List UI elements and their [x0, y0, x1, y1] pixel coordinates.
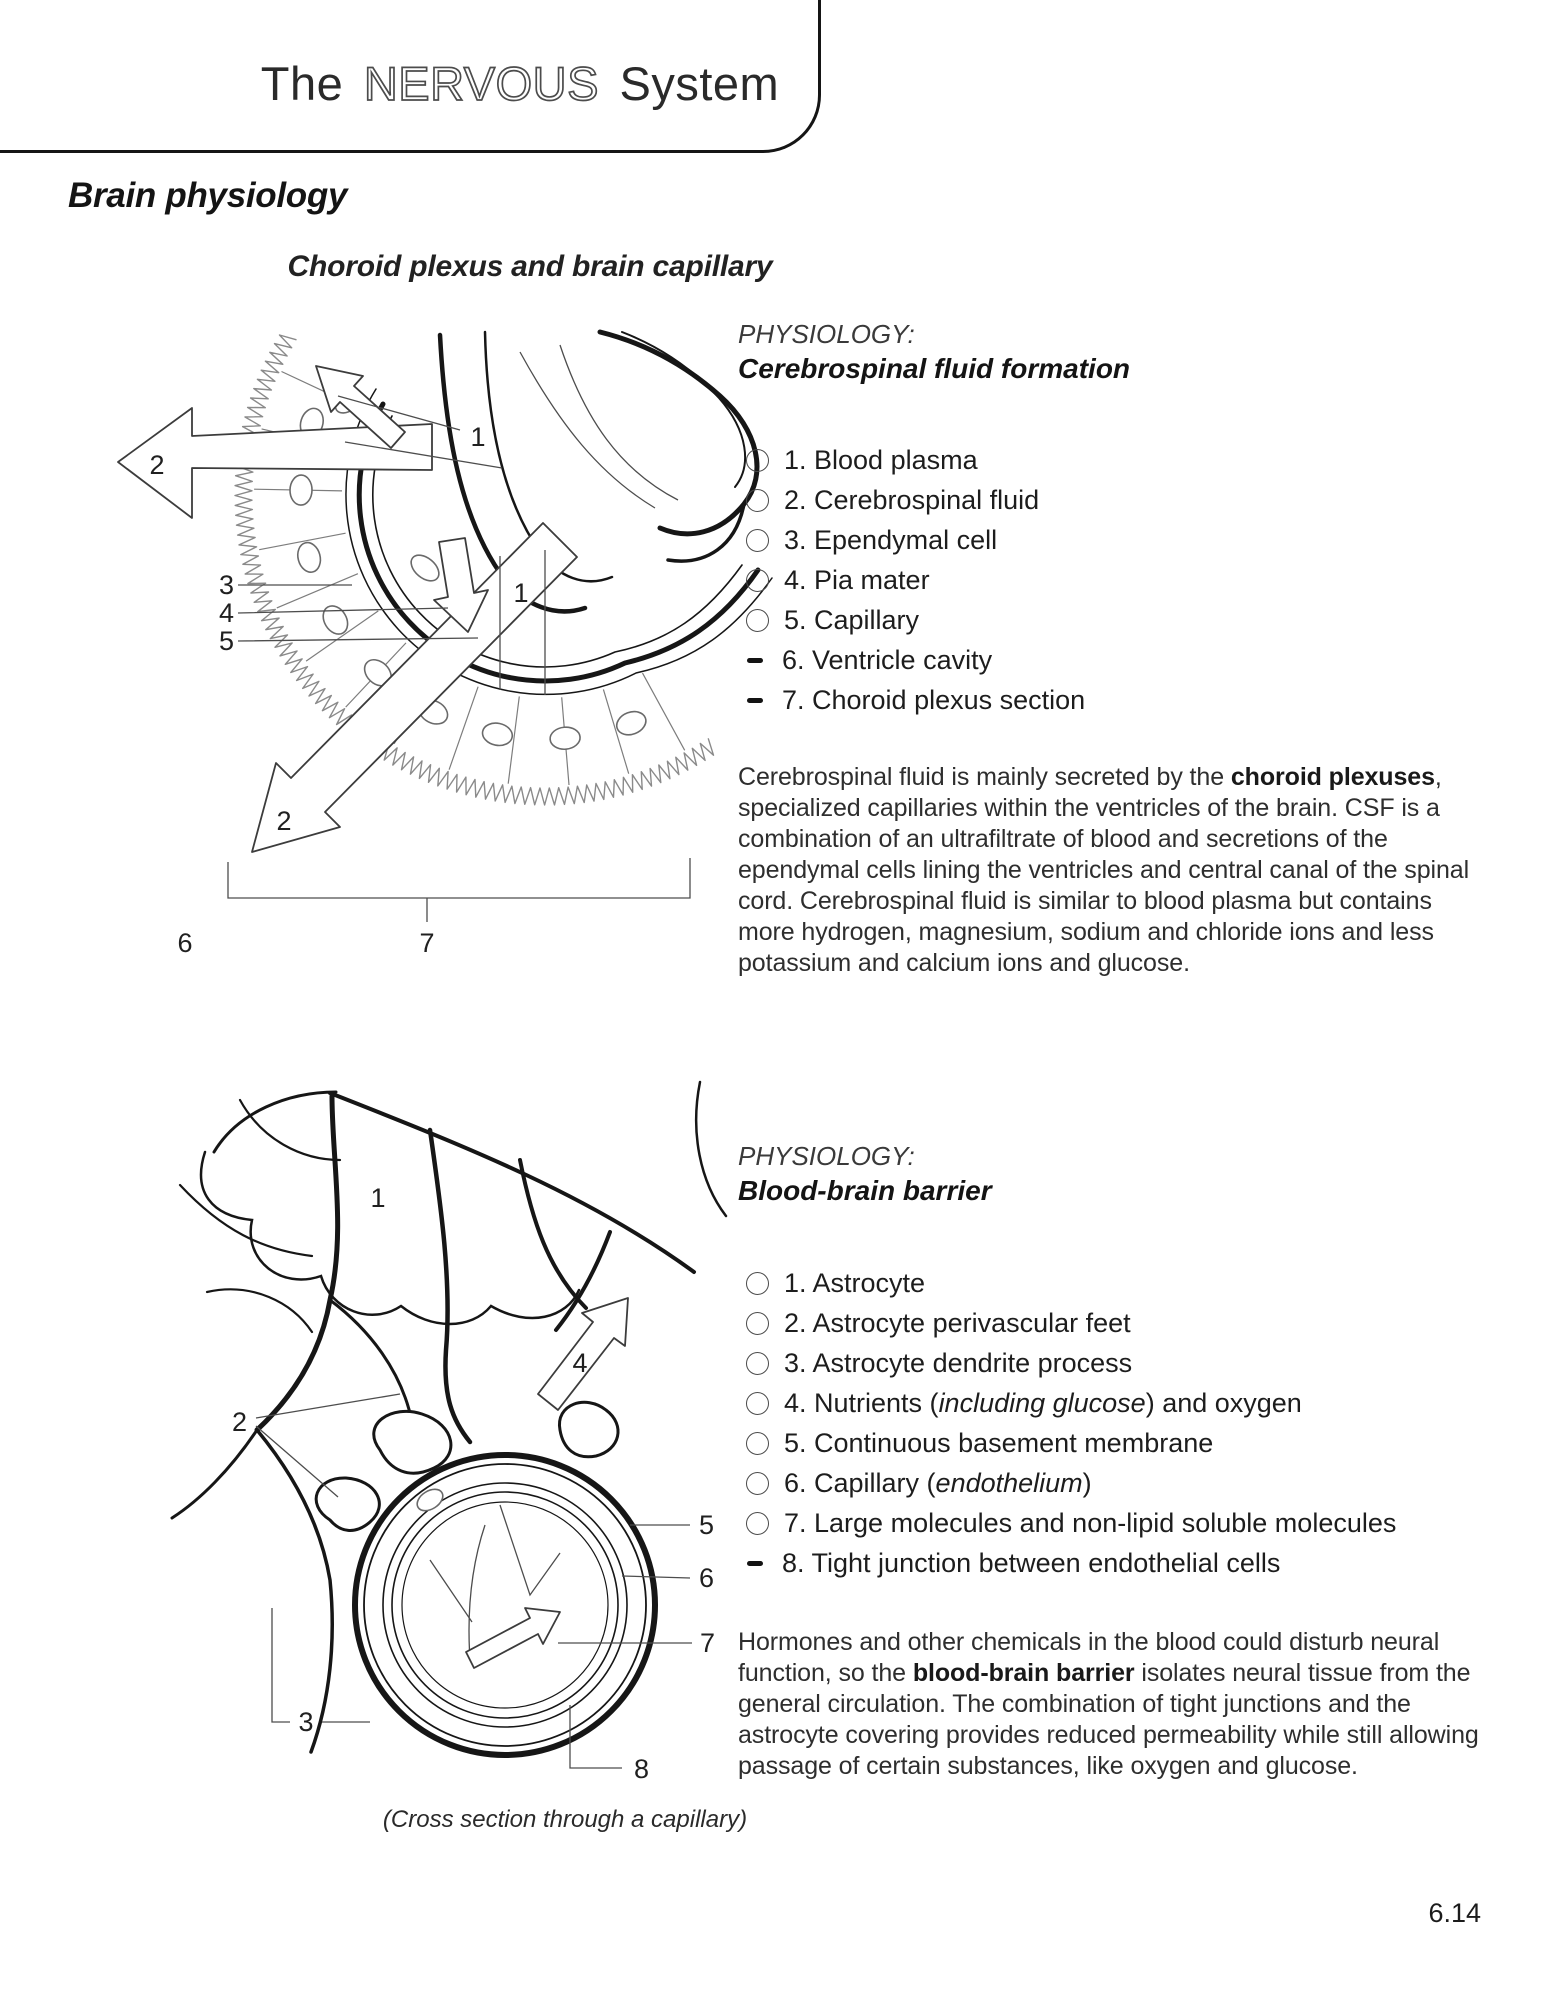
item-label: 2. Cerebrospinal fluid	[784, 484, 1040, 515]
legend-item	[746, 1383, 1516, 1423]
item-label: 6. Ventricle cavity	[782, 644, 993, 675]
lumen-arrow-icon	[466, 1608, 560, 1668]
color-marker	[746, 529, 769, 552]
item-label: 7. Choroid plexus section	[782, 684, 1086, 715]
label-1: 1	[370, 1183, 386, 1213]
legend-item	[746, 560, 1516, 600]
figure2-caption: (Cross section through a capillary)	[382, 1806, 748, 1833]
item-label: 4. Pia mater	[784, 564, 930, 595]
legend-item	[746, 1303, 1516, 1343]
figure2-title: Blood-brain barrier	[738, 1175, 992, 1206]
title-nervous-outline: NERVOUS	[363, 57, 599, 110]
color-marker	[746, 1472, 769, 1495]
item-label: 3. Astrocyte dendrite process	[784, 1347, 1133, 1378]
label-7: 7	[700, 1628, 716, 1658]
title-system: System	[619, 57, 780, 110]
legend-item	[746, 1423, 1516, 1463]
color-marker	[746, 1352, 769, 1375]
color-marker	[746, 449, 769, 472]
legend-item	[746, 640, 1516, 680]
label-2a: 2	[149, 450, 165, 480]
color-marker	[746, 1392, 769, 1415]
diagram2-number-labels	[232, 1183, 715, 1784]
figure1-paragraph: Cerebrospinal fluid is mainly secreted by the choroid plexuses, specialized capillaries within the ventricles of the brain. CSF is a combination of an ultrafiltrate of blood and secretions of the ependymal cells lining the ventricles and central canal of the spinal cord. Cerebrospinal fluid is similar to blood plasma but contains more hydrogen, magnesium, sodium and chloride ions and less potassium and calcium ions and glucose.	[738, 763, 1470, 977]
label-8: 8	[634, 1754, 650, 1784]
label-4: 4	[572, 1348, 588, 1378]
legend-item	[746, 1503, 1516, 1543]
color-marker	[746, 569, 769, 592]
label-4: 4	[218, 598, 234, 628]
color-marker	[746, 609, 769, 632]
color-marker	[746, 1553, 767, 1574]
perivascular-feet	[316, 1402, 618, 1530]
label-3: 3	[298, 1707, 314, 1737]
legend-item	[746, 1343, 1516, 1383]
figure2-paragraph: Hormones and other chemicals in the blood could disturb neural function, so the blood-brain barrier isolates neural tissue from the general circulation. The combination of tight junctions and the astrocyte covering provides reduced permeability while still allowing passage of certain substances, like oxygen and glucose.	[738, 1628, 1479, 1780]
label-6: 6	[699, 1563, 715, 1593]
item-label: 1. Astrocyte	[784, 1267, 926, 1298]
item-label: 8. Tight junction between endothelial cells	[782, 1547, 1281, 1578]
legend-item	[746, 480, 1516, 520]
diagram1-number-labels	[149, 422, 528, 958]
item-label: 4. Nutrients (including glucose) and oxygen	[784, 1387, 1302, 1418]
figure1-subtitle: Choroid plexus and brain capillary	[287, 250, 773, 283]
physiology-label: PHYSIOLOGY:	[738, 1141, 915, 1171]
legend-item	[746, 520, 1516, 560]
section-heading: Brain physiology	[68, 176, 348, 215]
figure1-heading	[738, 318, 1478, 386]
item-label: 5. Capillary	[784, 604, 920, 635]
astrocyte-soma	[180, 1082, 726, 1332]
label-5: 5	[218, 626, 234, 656]
legend-item	[746, 440, 1516, 480]
title-the: The	[260, 57, 344, 110]
color-marker	[746, 1312, 769, 1335]
legend-item	[746, 1543, 1516, 1583]
figure2-heading	[738, 1140, 1478, 1208]
color-marker	[746, 1272, 769, 1295]
legend-item	[746, 1263, 1516, 1303]
color-marker	[746, 489, 769, 512]
csf-flow-arrows	[118, 366, 577, 852]
page-number: 6.14	[1428, 1898, 1481, 1928]
label-1a: 1	[470, 422, 486, 452]
capillary-cross-section	[355, 1455, 655, 1755]
item-label: 7. Large molecules and non-lipid soluble molecules	[784, 1507, 1397, 1538]
color-marker	[746, 1512, 769, 1535]
item-label: 5. Continuous basement membrane	[784, 1427, 1214, 1458]
blood-brain-barrier-diagram	[90, 1060, 730, 1850]
legend-item	[746, 1463, 1516, 1503]
figure2-legend	[746, 1263, 1516, 1583]
label-3: 3	[218, 570, 234, 600]
page-title	[225, 56, 815, 111]
item-label: 6. Capillary (endothelium)	[784, 1467, 1092, 1498]
legend-item	[746, 680, 1516, 720]
blood-plasma-vessel	[440, 332, 757, 611]
label-1b: 1	[513, 578, 529, 608]
figure1-legend	[746, 440, 1516, 720]
item-label: 1. Blood plasma	[784, 444, 978, 475]
choroid-plexus-diagram	[80, 320, 780, 970]
label-5: 5	[699, 1510, 715, 1540]
color-marker	[746, 650, 767, 671]
color-marker	[746, 1432, 769, 1455]
label-7: 7	[419, 928, 435, 958]
label-6: 6	[177, 928, 193, 958]
item-label: 2. Astrocyte perivascular feet	[784, 1307, 1131, 1338]
figure1-title: Cerebrospinal fluid formation	[738, 353, 1131, 384]
label-2: 2	[231, 1407, 247, 1437]
color-marker	[746, 690, 767, 711]
label-2b: 2	[276, 806, 292, 836]
legend-item	[746, 600, 1516, 640]
physiology-label: PHYSIOLOGY:	[738, 319, 915, 349]
item-label: 3. Ependymal cell	[784, 524, 998, 555]
